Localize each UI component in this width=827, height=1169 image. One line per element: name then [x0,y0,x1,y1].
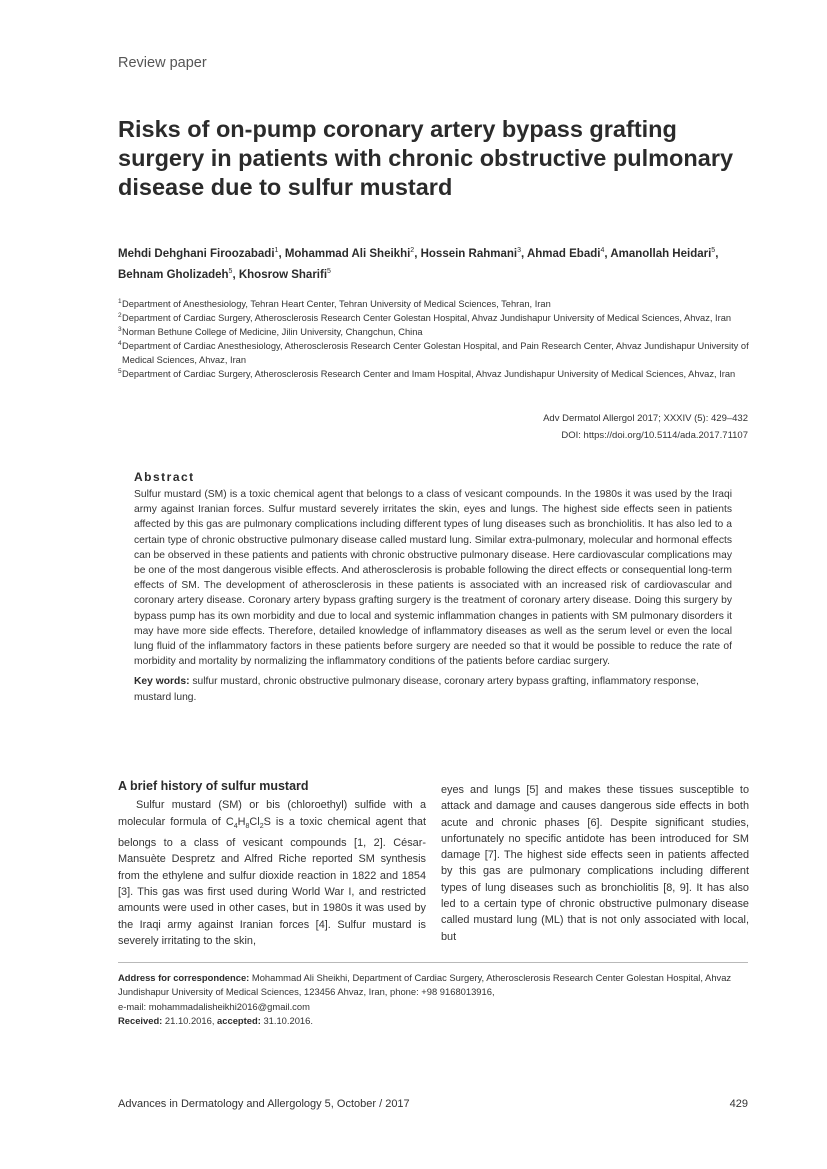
citation-block [543,410,748,444]
journal-reference: Adv Dermatol Allergol 2017; XXXIV (5): 429–432 [543,413,748,424]
author: Mehdi Dehghani Firoozabadi$^1$, [118,247,285,260]
body-paragraph: Sulfur mustard (SM) or bis (chloroethyl) sulfide with a molecular formula of $C_4H_8Cl_2S$ is a toxic chemical agent that belongs to a class of vesicant compounds [1, 2]. César-Mansuète Despretz and Alfred Riche reported SM synthesis from the ethylene and sulfur dioxide reaction in 1822 and 1854 [3]. This gas was first used during World War I, and restricted amounts were used in other cases, but in 1980s it was used by the Iraqi army against Iranian forces [4]. Sulfur mustard is severely irritating to the skin, [118,799,426,947]
abstract-heading: Abstract [134,470,195,484]
body-column-right [441,782,749,945]
received-dates: Received: 21.10.2016, accepted: 31.10.2016. [118,1014,313,1026]
correspondence-email[interactable]: e-mail: mohammadalisheikhi2016@gmail.com [118,1000,310,1012]
section-heading: A brief history of sulfur mustard [118,779,309,793]
author: Mohammad Ali Sheikhi$^2$, [284,247,421,260]
author-list [118,242,758,284]
author: Amanollah Heidari$^5$, [610,247,719,260]
body-column-left [118,778,426,949]
keywords [134,674,732,704]
page-number: 429 [729,1098,748,1110]
author: Ahmad Ebadi$^4$, [526,247,611,260]
affiliation: 1 Department of Anesthesiology, Tehran Heart Center, Tehran University of Medical Sciences, Tehran, Iran [118,298,551,309]
correspondence-block [118,971,748,1028]
article-type-label: Review paper [118,55,207,71]
divider [118,962,748,963]
affiliation: 2 Department of Cardiac Surgery, Atherosclerosis Research Center Golestan Hospital, Ahvaz Jundishapur University of Medical Sciences, Ahvaz, Iran [118,312,732,323]
doi-link[interactable]: DOI: https://doi.org/10.5114/ada.2017.71107 [561,430,748,441]
affiliation: 5 Department of Cardiac Surgery, Atherosclerosis Research Center and Imam Hospital, Ahvaz Jundishapur University of Medical Sciences, Ahvaz, Iran [118,368,736,379]
affiliation: 3 Norman Bethune College of Medicine, Jilin University, Changchun, China [118,326,423,337]
keywords-text: sulfur mustard, chronic obstructive pulmonary disease, coronary artery bypass grafting, inflammatory response, mustard lung. [134,676,699,703]
abstract-section [134,470,732,705]
article-title: Risks of on-pump coronary artery bypass grafting surgery in patients with chronic obstructive pulmonary disease due to sulfur mustard [118,116,734,200]
author: Khosrow Sharifi$^5$ [238,267,331,281]
correspondence-address: Address for correspondence: Mohammad Ali Sheikhi, Department of Cardiac Surgery, Atherosclerosis Research Center Golestan Hospital, Ahvaz Jundishapur University of Medical Sciences, 123456 Ahvaz, Iran, phone: +98 9168013916, [118,972,732,998]
chemical-formula: $C_4H_8Cl_2S$ [225,815,271,830]
author: Behnam Gholizadeh$^5$, [118,267,239,281]
abstract-text: Sulfur mustard (SM) is a toxic chemical agent that belongs to a class of vesicant compounds. In the 1980s it was used by the Iraqi army against Iranian forces. Sulfur mustard severely irritates the skin, eyes and lungs. The highest side effects seen in patients affected by this gas are pulmonary complications including different types of lung diseases such as bronchiolitis. It has also led to a certain type of chronic obstructive pulmonary disease called mustard lung. Similar extra-pulmonary, molecular and hormonal effects can be observed in these patients and patients with chronic obstructive pulmonary disease. Here cardiovascular complications may be one of the most dangerous visible effects. And atherosclerosis is probable following the direct effects or consequential long-term effects of SM. The development of atherosclerosis in these patients is associated with an increased risk of cardiovascular and coronary artery disease. Coronary artery bypass grafting surgery is the treatment of coronary artery disease. Doing this surgery by bypass pump has its own morbidity and due to local and systemic inflammation changes in patients with SM pulmonary disorders it may have more side effects. Therefore, detailed knowledge of inflammatory diseases as well as the serum level or even the local lung fluid of the inflammatory factors in these patients before surgery are needed so that it would be possible to reduce the rate of morbidity and mortality by normalizing the inflammatory conditions of the patients before cardiac surgery. [134,489,732,668]
author: Hossein Rahmani$^3$, [420,247,527,260]
body-paragraph: eyes and lungs [5] and makes these tissues susceptible to attack and damage and causes dangerous side effects in both acute and chronic phases [6]. Despite significant studies, unfortunately no specific antidote has been introduced for SM damage [7]. The highest side effects seen in patients affected by this gas are pulmonary complications including different types of lung diseases such as bronchiolitis [8, 9]. It has also led to a certain type of chronic obstructive pulmonary disease called mustard lung (ML) that is not only associated with local, but [441,784,749,943]
keywords-label: Key words: [134,676,190,688]
affiliation: 4 Department of Cardiac Anesthesiology, Atherosclerosis Research Center Golestan Hospital, and Pain Research Center, Ahvaz Jundishapur University of Medical Sciences, Ahvaz, Iran [118,340,749,365]
footer-journal: Advances in Dermatology and Allergology 5, October / 2017 [118,1098,410,1110]
affiliation-list [118,297,758,381]
